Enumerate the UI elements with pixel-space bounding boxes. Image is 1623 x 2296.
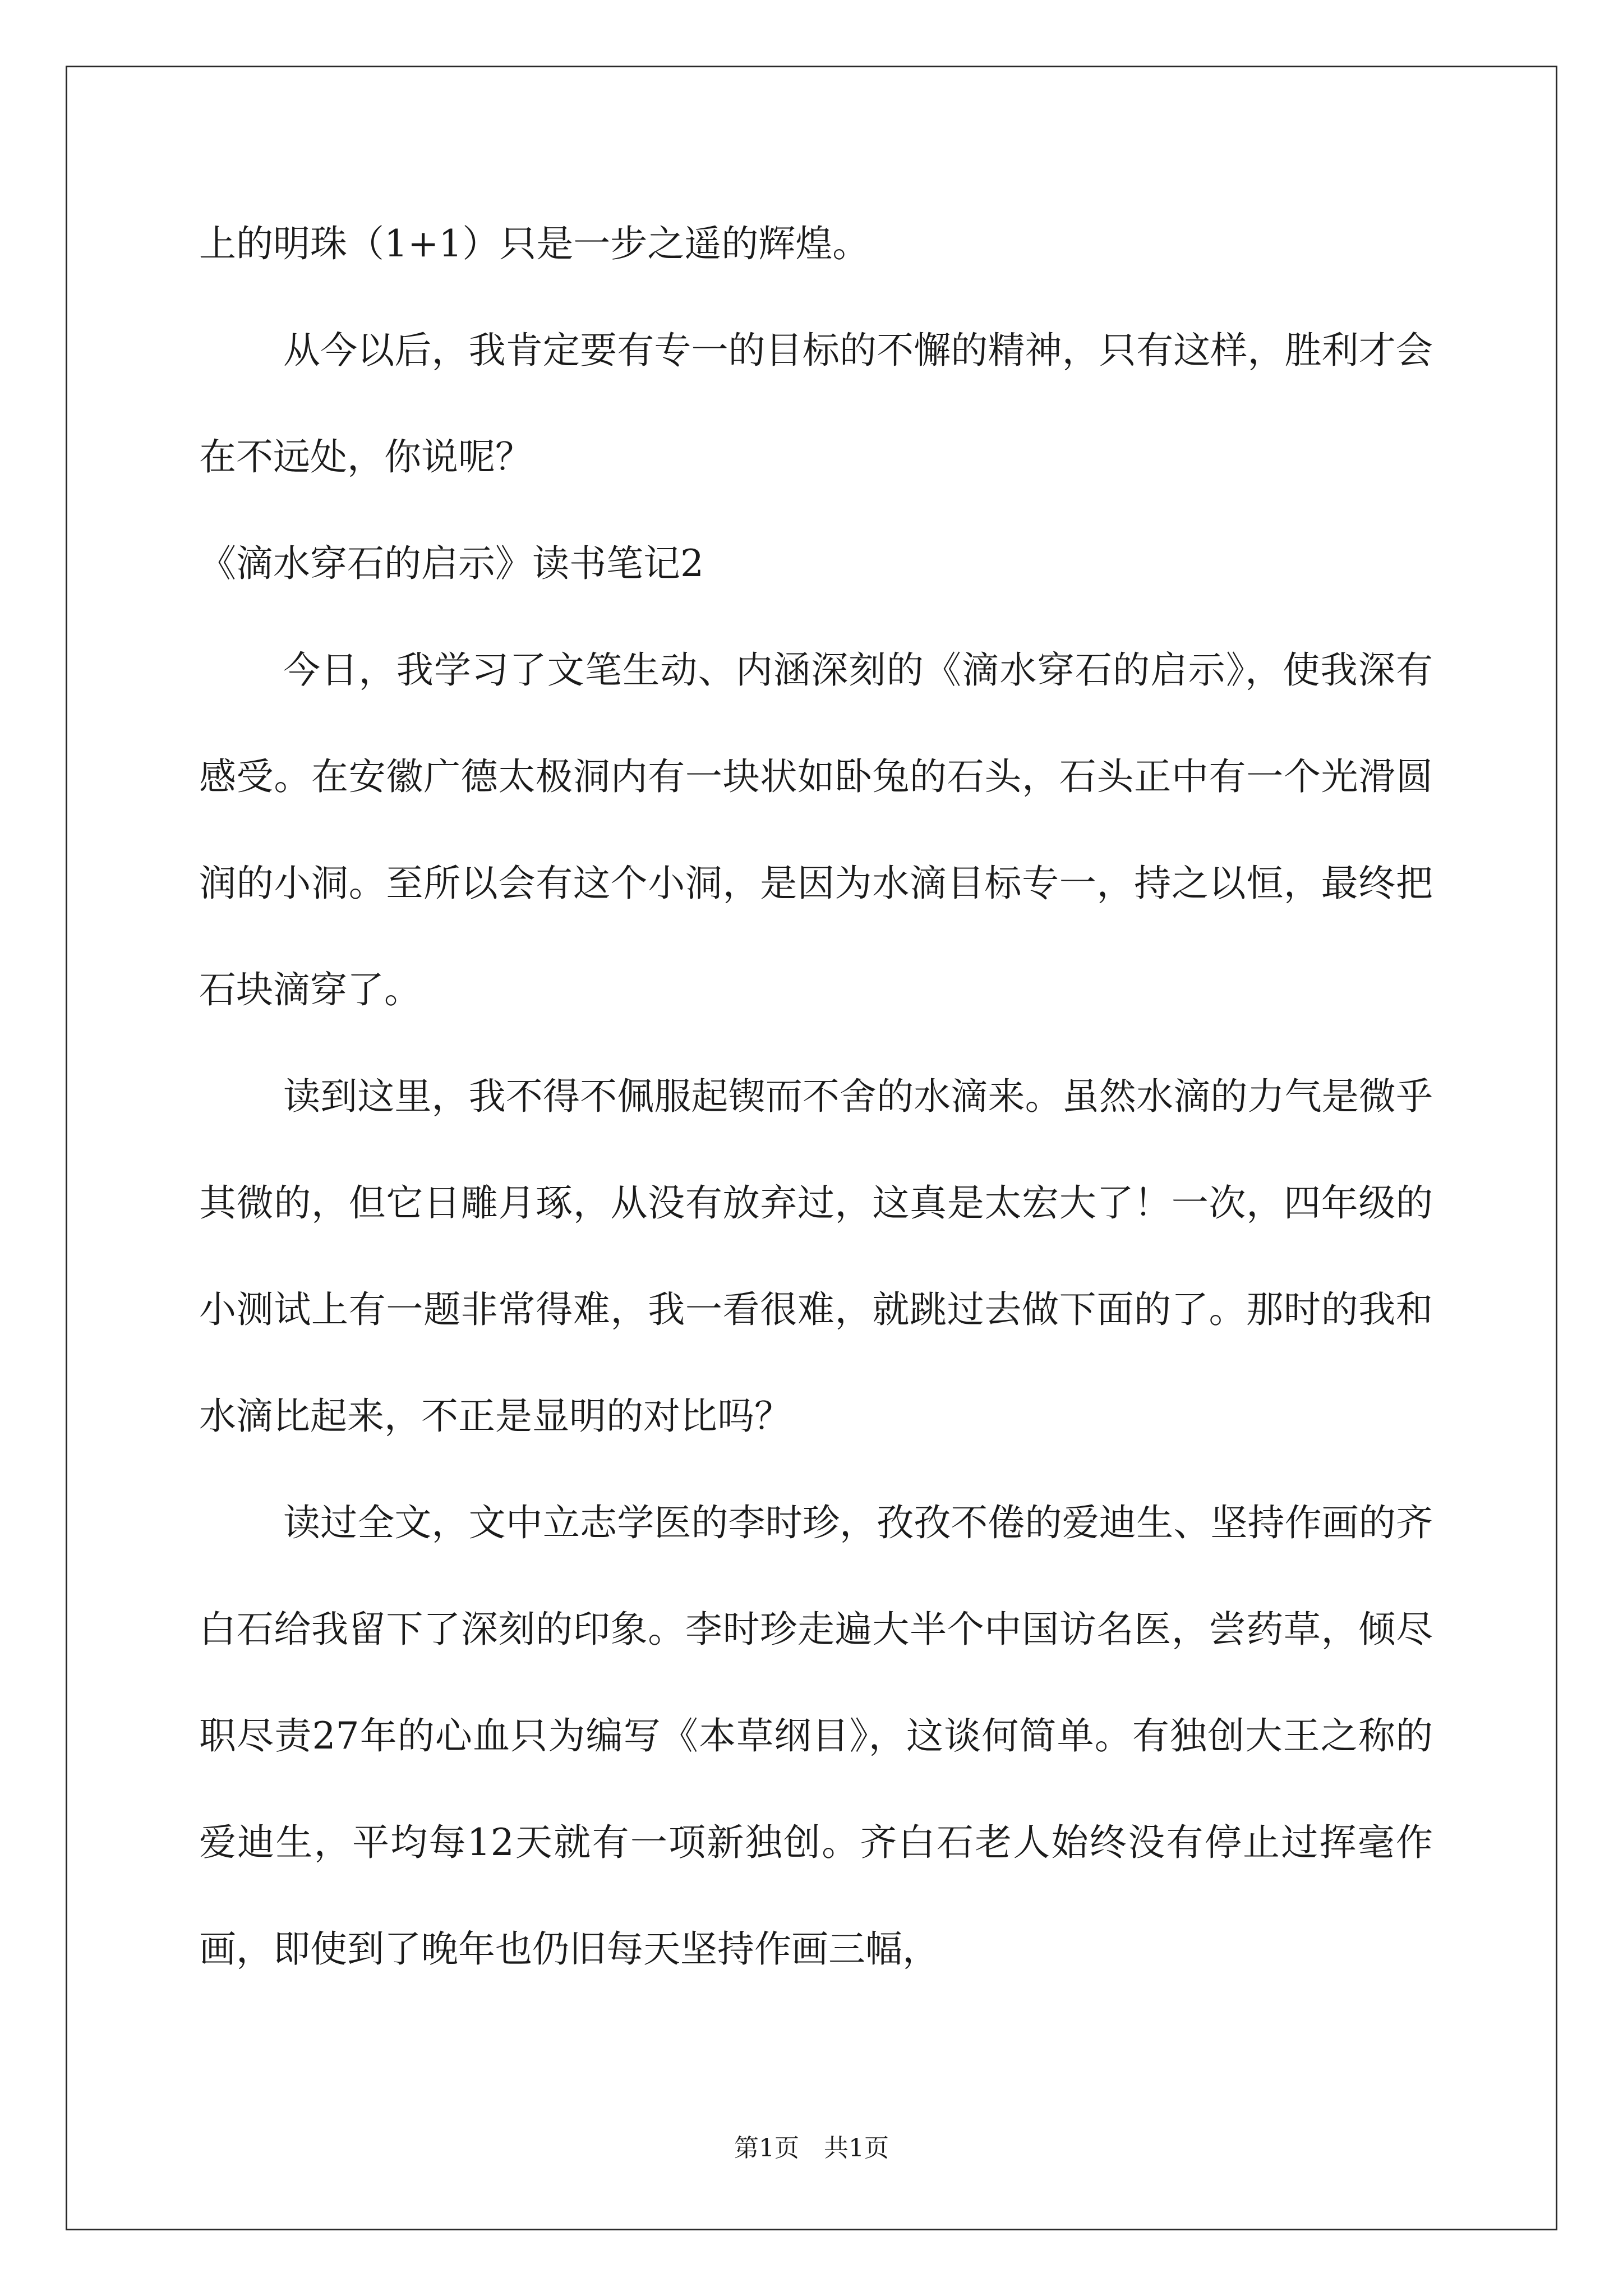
paragraph-1: 上的明珠（1+1）只是一步之遥的辉煌。 [199,222,870,265]
paragraph-2: 从今以后，我肯定要有专一的目标的不懈的精神，只有这样，胜利才会在不远处，你说呢？ [199,329,1433,478]
paragraph-3: 今日，我学习了文笔生动、内涵深刻的《滴水穿石的启示》，使我深有感受。在安徽广德太极洞内有一块状如卧兔的石头，石头正中有一个光滑圆润的小洞。至所以会有这个小洞，是因为水滴目标专一，持之以恒，最终把石块滴穿了。 [199,648,1433,1011]
paragraph-5: 读过全文，文中立志学医的李时珍，孜孜不倦的爱迪生、坚持作画的齐白石给我留下了深刻的印象。李时珍走遍大半个中国访名医，尝药草，倾尽职尽责27年的心血只为编写《本草纲目》，这谈何简单。有独创大王之称的爱迪生，平均每12天就有一项新独创。齐白石老人始终没有停止过挥毫作画，即使到了晚年也仍旧每天坚持作画三幅， [199,1501,1433,1971]
page-number: 第1页 共1页 [734,2134,889,2162]
section-heading: 《滴水穿石的启示》读书笔记2 [199,542,704,585]
paragraph-4: 读到这里，我不得不佩服起锲而不舍的水滴来。虽然水滴的力气是微乎其微的，但它日雕月琢，从没有放弃过，这真是太宏大了！一次，四年级的小测试上有一题非常得难，我一看很难，就跳过去做下面的了。那时的我和水滴比起来，不正是显明的对比吗？ [199,1075,1433,1438]
document-body [199,191,1433,2003]
